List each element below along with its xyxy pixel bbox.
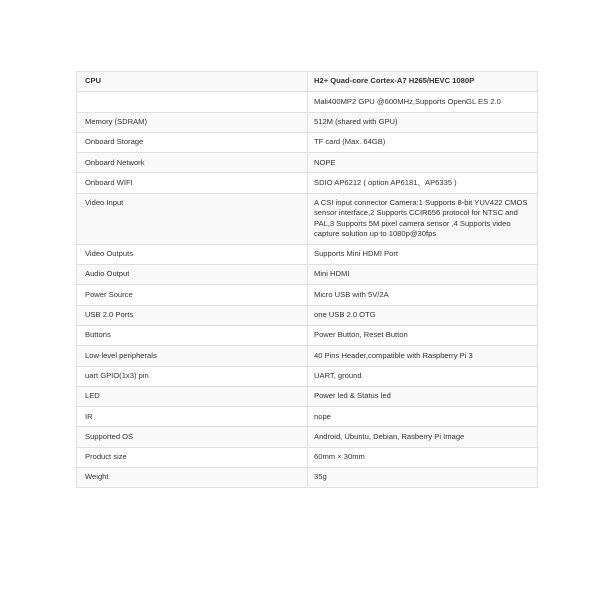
spec-row-gpu xyxy=(77,92,538,112)
spec-value: Mali400MP2 GPU @600MHz,Supports OpenGL ES 2.0 xyxy=(308,92,538,112)
spec-row-os xyxy=(77,427,538,447)
spec-label: Audio Output xyxy=(77,265,308,285)
spec-row-network xyxy=(77,153,538,173)
spec-table-body xyxy=(77,72,538,488)
spec-label: Buttons xyxy=(77,325,308,345)
spec-row-uart xyxy=(77,366,538,386)
spec-label: uart GPIO(1x3) pin xyxy=(77,366,308,386)
spec-row-size xyxy=(77,447,538,467)
spec-row-ir xyxy=(77,407,538,427)
spec-label: Product size xyxy=(77,447,308,467)
spec-label: Memory (SDRAM) xyxy=(77,112,308,132)
spec-label: Onboard Network xyxy=(77,153,308,173)
spec-table xyxy=(76,71,538,488)
spec-label: Power Source xyxy=(77,285,308,305)
spec-row-power-source xyxy=(77,285,538,305)
spec-value: 35g xyxy=(308,468,538,488)
spec-row-wifi xyxy=(77,173,538,193)
spec-value: Power led & Status led xyxy=(308,386,538,406)
spec-label: Weight xyxy=(77,468,308,488)
spec-label: LED xyxy=(77,386,308,406)
spec-value: Mini HDMI xyxy=(308,265,538,285)
spec-value: H2+ Quad-core Cortex-A7 H265/HEVC 1080P xyxy=(308,72,538,92)
spec-row-usb xyxy=(77,305,538,325)
spec-row-peripherals xyxy=(77,346,538,366)
spec-label: Onboard WIFI xyxy=(77,173,308,193)
spec-value: one USB 2.0 OTG xyxy=(308,305,538,325)
spec-row-storage xyxy=(77,132,538,152)
spec-value: Micro USB with 5V/2A xyxy=(308,285,538,305)
spec-value: 40 Pins Header,compatible with Raspberry Pi 3 xyxy=(308,346,538,366)
spec-row-led xyxy=(77,386,538,406)
spec-value: SDIO AP6212 ( option AP6181、AP6335 ) xyxy=(308,173,538,193)
spec-label: Onboard Storage xyxy=(77,132,308,152)
spec-value: Android, Ubuntu, Debian, Rasberry Pi Image xyxy=(308,427,538,447)
spec-label: Low-level peripherals xyxy=(77,346,308,366)
spec-value: UART, ground xyxy=(308,366,538,386)
spec-value: TF card (Max. 64GB) xyxy=(308,132,538,152)
spec-value: Supports Mini HDMI Port xyxy=(308,244,538,264)
spec-label: Video Outputs xyxy=(77,244,308,264)
spec-row-weight xyxy=(77,468,538,488)
spec-value: Power Button, Reset Button xyxy=(308,325,538,345)
spec-row-video-outputs xyxy=(77,244,538,264)
spec-value: NOPE xyxy=(308,153,538,173)
spec-row-cpu xyxy=(77,72,538,92)
spec-label: Supported OS xyxy=(77,427,308,447)
spec-row-buttons xyxy=(77,325,538,345)
spec-row-memory xyxy=(77,112,538,132)
spec-row-video-input xyxy=(77,193,538,244)
spec-label: CPU xyxy=(77,72,308,92)
spec-row-audio-output xyxy=(77,265,538,285)
spec-value: nope xyxy=(308,407,538,427)
spec-label xyxy=(77,92,308,112)
spec-label: Video Input xyxy=(77,193,308,244)
spec-value: 60mm × 30mm xyxy=(308,447,538,467)
spec-label: USB 2.0 Ports xyxy=(77,305,308,325)
spec-value: A CSI input connector Camera:1 Supports 8-bit YUV422 CMOS sensor interface,2 Supports CCIR656 protocol for NTSC and PAL,3 Supports 5M pixel camera sensor ,4 Supports video capture solution up to 1080p@30fps xyxy=(308,193,538,244)
spec-value: 512M (shared with GPU) xyxy=(308,112,538,132)
spec-label: IR xyxy=(77,407,308,427)
